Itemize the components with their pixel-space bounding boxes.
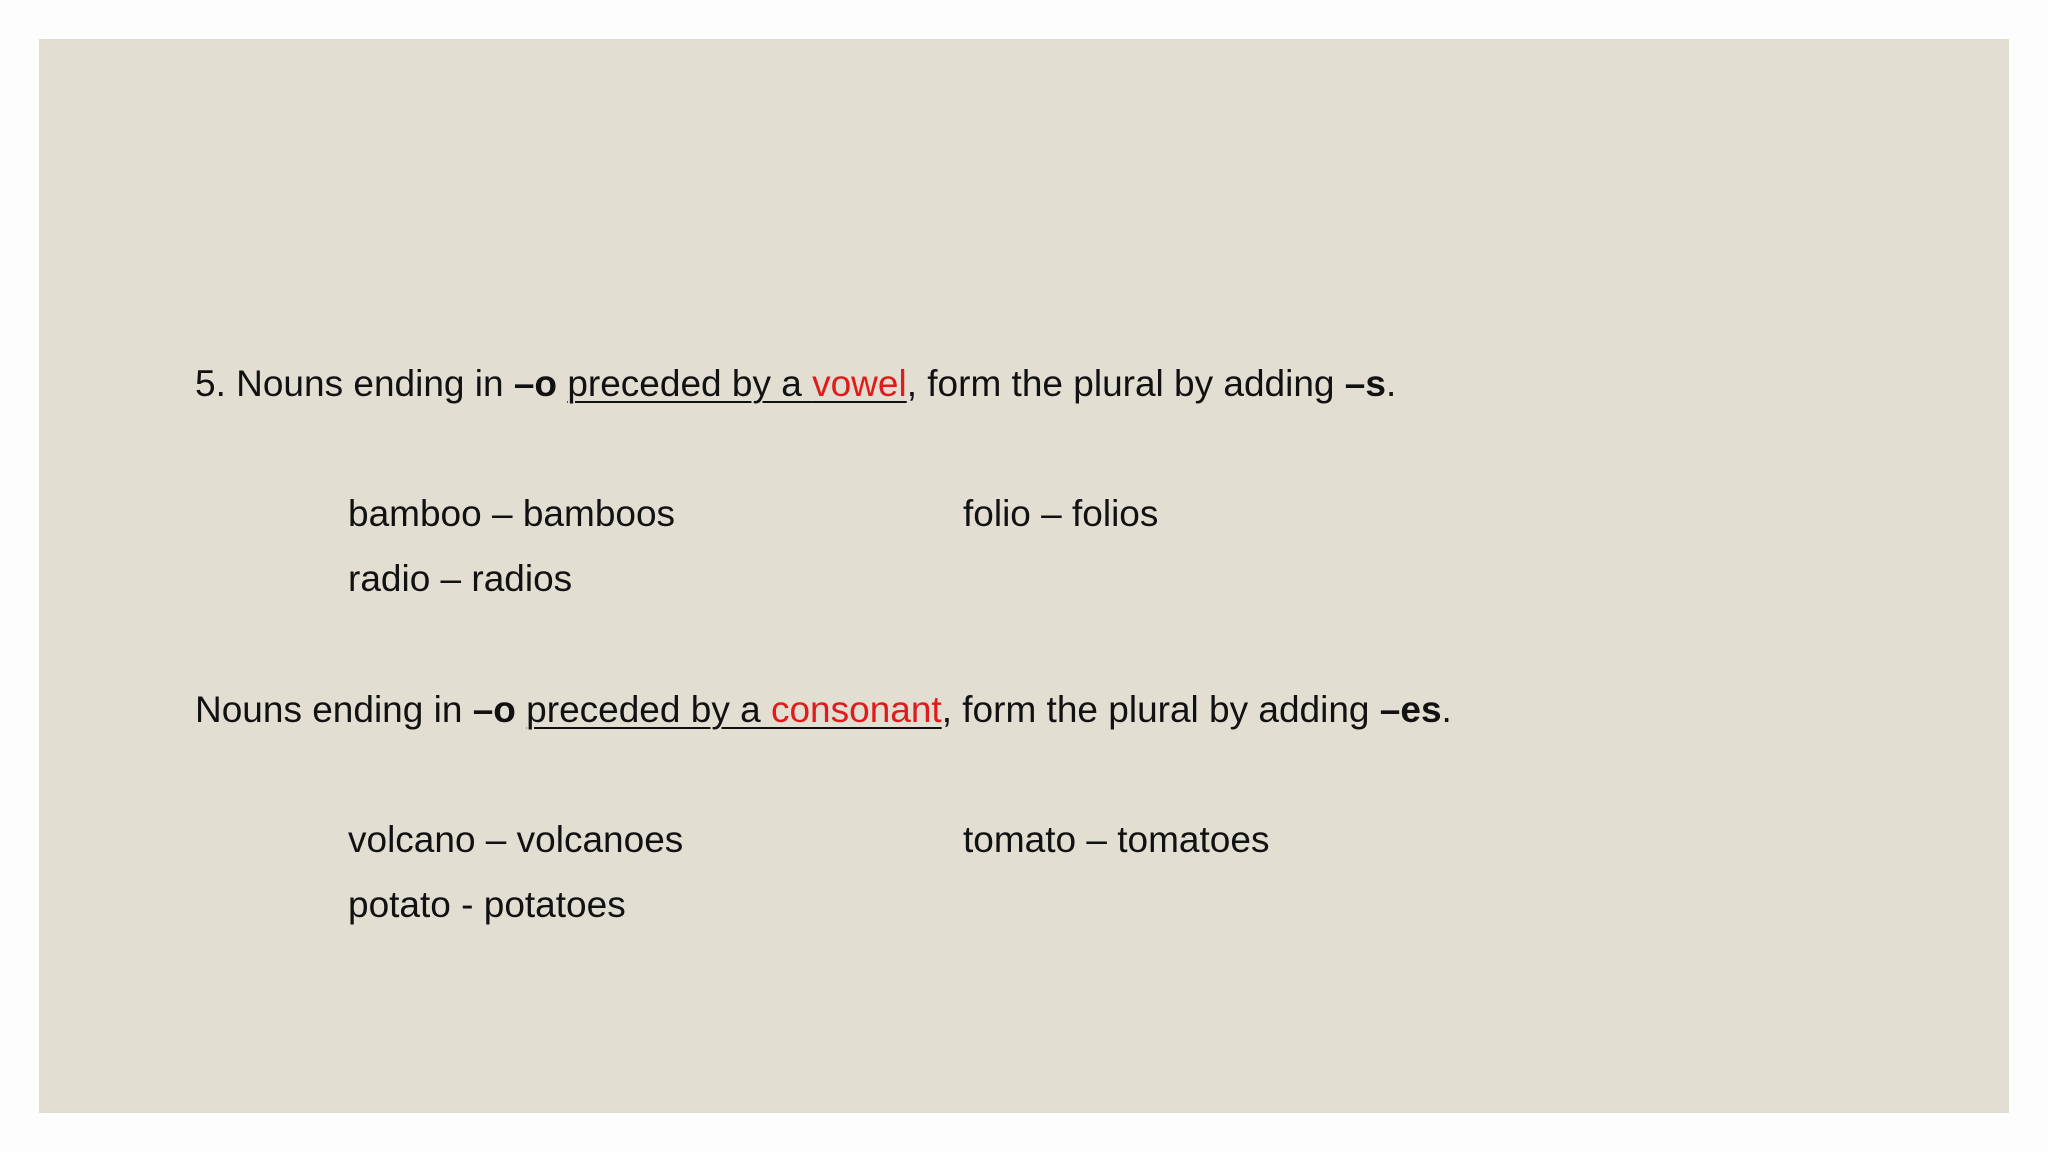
rule-ending: –es bbox=[1379, 689, 1442, 730]
spacer bbox=[516, 689, 526, 730]
example-bamboo: bamboo – bamboos bbox=[348, 493, 676, 534]
slide bbox=[39, 39, 2009, 1113]
rule-prefix: 5. Nouns ending in bbox=[195, 363, 514, 404]
spacer bbox=[557, 363, 567, 404]
rule-middle: , form the plural by adding bbox=[941, 689, 1380, 730]
example-radio: radio – radios bbox=[348, 558, 573, 599]
rule-highlight-vowel: vowel bbox=[812, 363, 907, 404]
rule-middle: , form the plural by adding bbox=[906, 363, 1345, 404]
rule-consonant bbox=[195, 688, 1452, 732]
rule-end: . bbox=[1385, 363, 1397, 404]
example-volcano: volcano – volcanoes bbox=[348, 819, 684, 860]
rule-highlight-consonant: consonant bbox=[770, 689, 942, 730]
example-potato: potato - potatoes bbox=[348, 884, 626, 925]
example-folio: folio – folios bbox=[963, 493, 1159, 534]
rule-suffix: –o bbox=[472, 689, 516, 730]
rule-vowel bbox=[195, 362, 1396, 406]
rule-suffix: –o bbox=[513, 363, 558, 404]
rule-prefix: Nouns ending in bbox=[195, 689, 473, 730]
rule-condition bbox=[567, 363, 906, 404]
rule-ending: –s bbox=[1344, 363, 1386, 404]
rule-condition bbox=[526, 689, 942, 730]
rule-condition-text: preceded by a bbox=[526, 689, 771, 730]
rule-condition-text: preceded by a bbox=[567, 363, 813, 404]
rule-end: . bbox=[1441, 689, 1452, 730]
example-tomato: tomato – tomatoes bbox=[963, 819, 1270, 860]
